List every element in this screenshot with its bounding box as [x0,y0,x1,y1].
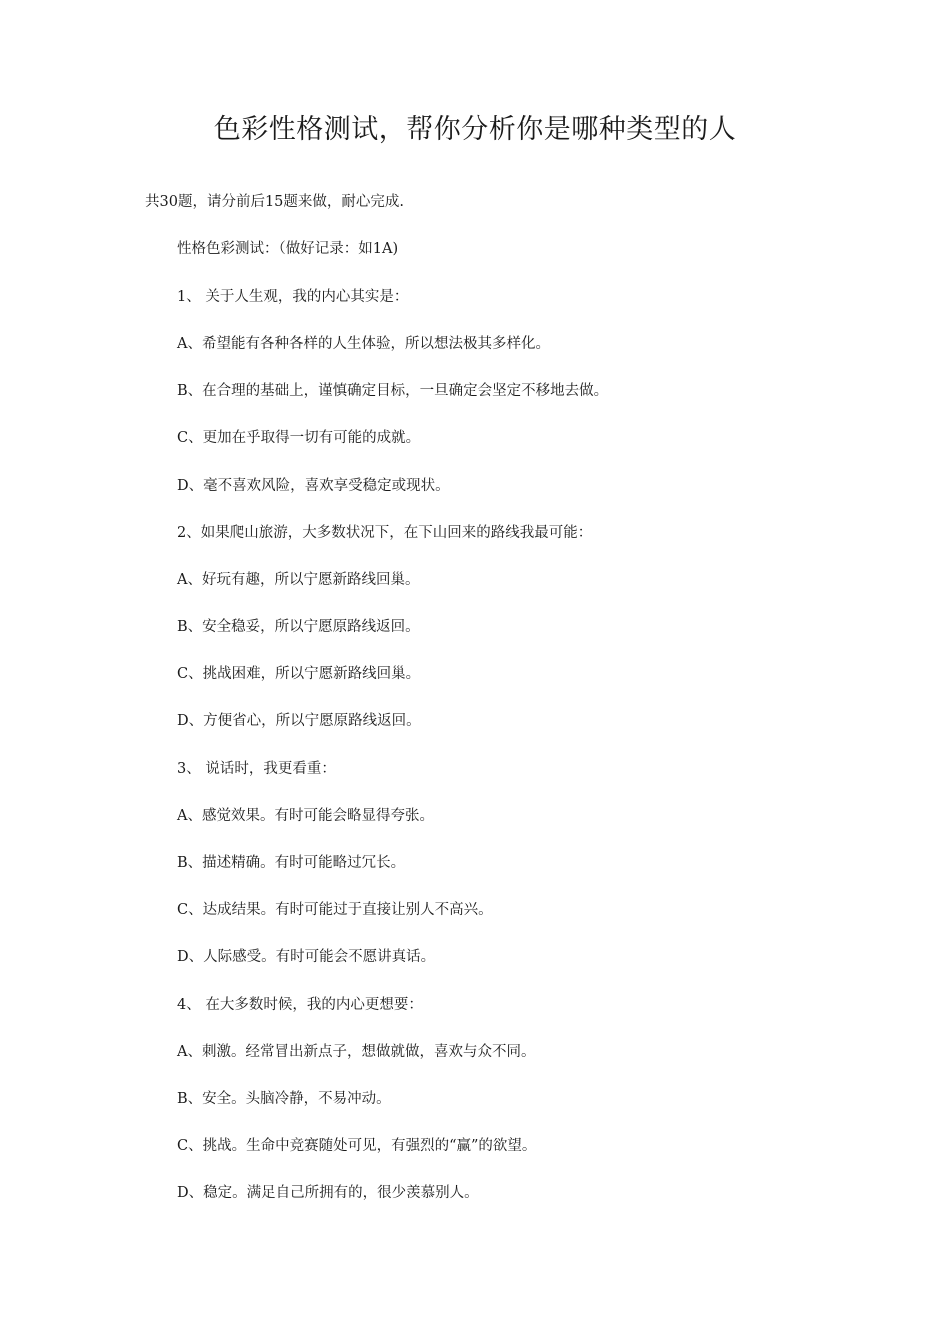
question-2-option-a: A、好玩有趣，所以宁愿新路线回巢。 [177,572,420,588]
intro-text: 共30题，请分前后15题来做，耐心完成. [145,194,405,210]
question-3-option-c: C、达成结果。有时可能过于直接让别人不高兴。 [177,902,493,918]
question-3-option-d: D、人际感受。有时可能会不愿讲真话。 [177,949,436,965]
question-1-option-b: B、在合理的基础上，谨慎确定目标，一旦确定会坚定不移地去做。 [177,383,609,399]
question-1-option-d: D、毫不喜欢风险，喜欢享受稳定或现状。 [177,478,450,494]
question-2-option-b: B、安全稳妥，所以宁愿原路线返回。 [177,619,420,635]
question-4-option-a: A、刺激。经常冒出新点子，想做就做，喜欢与众不同。 [177,1044,536,1060]
question-2-option-d: D、方便省心，所以宁愿原路线返回。 [177,713,421,729]
page-title: 色彩性格测试，帮你分析你是哪种类型的人 [213,114,737,145]
question-1-option-c: C、更加在乎取得一切有可能的成就。 [177,430,421,446]
question-4-option-d: D、稳定。满足自己所拥有的，很少羡慕别人。 [177,1185,479,1201]
question-2: 2、如果爬山旅游，大多数状况下，在下山回来的路线我最可能： [177,525,593,541]
question-1: 1、 关于人生观，我的内心其实是： [177,289,409,305]
question-3-option-a: A、感觉效果。有时可能会略显得夸张。 [177,808,434,824]
question-3-option-b: B、描述精确。有时可能略过冗长。 [177,855,406,871]
question-3: 3、 说话时，我更看重： [177,761,336,777]
question-1-option-a: A、希望能有各种各样的人生体验，所以想法极其多样化。 [177,336,550,352]
question-4-option-b: B、安全。头脑冷静，不易冲动。 [177,1091,391,1107]
question-2-option-c: C、挑战困难，所以宁愿新路线回巢。 [177,666,421,682]
instruction-text: 性格色彩测试：（做好记录：如1A) [177,241,399,257]
question-4-option-c: C、挑战。生命中竞赛随处可见，有强烈的“赢”的欲望。 [177,1138,537,1154]
question-4: 4、 在大多数时候，我的内心更想要： [177,997,423,1013]
